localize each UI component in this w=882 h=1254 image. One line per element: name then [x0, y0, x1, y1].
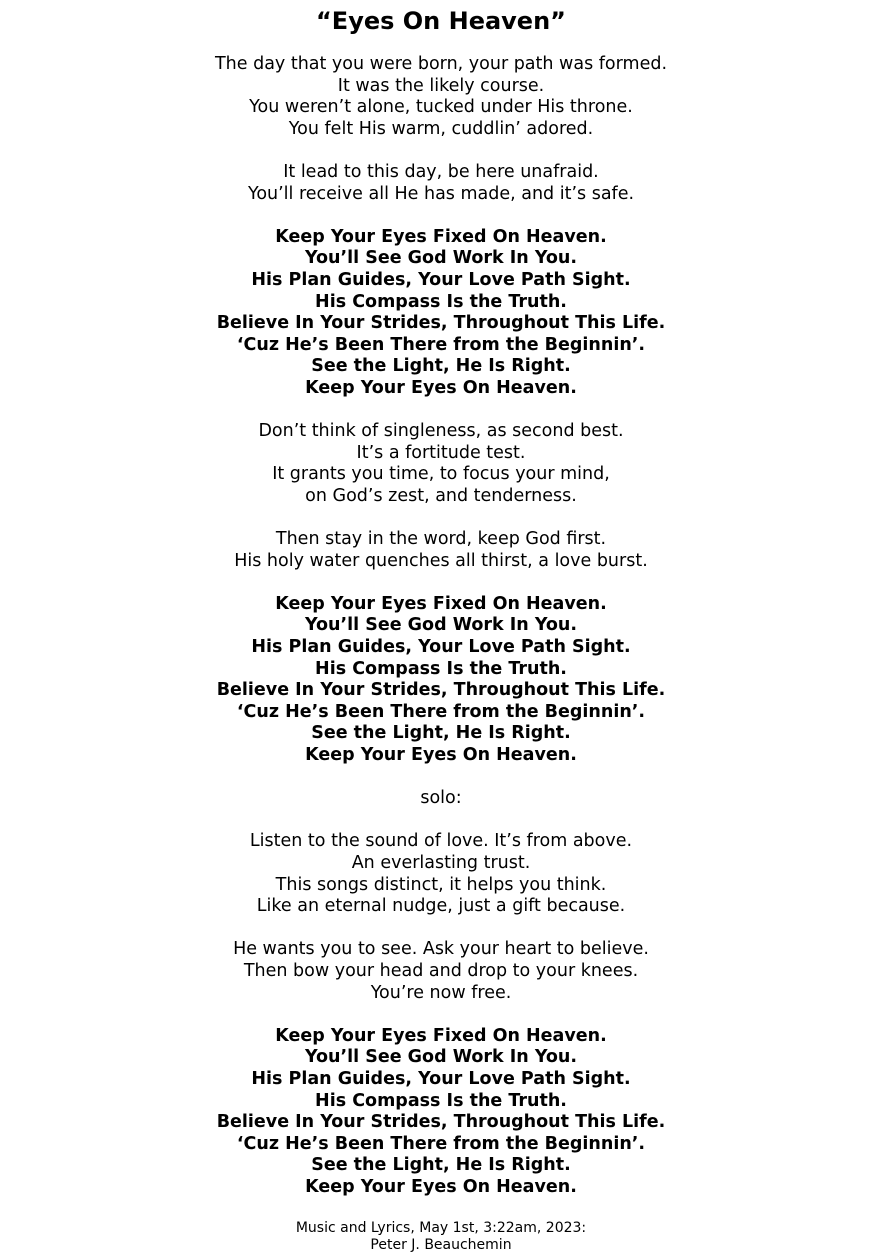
chorus-line: You’ll See God Work In You. [304, 1047, 578, 1068]
chorus-line: His Compass Is the Truth. [315, 658, 567, 679]
lyric-line: This songs distinct, it helps you think. [275, 874, 607, 895]
lyric-line: Listen to the sound of love. It’s from above. [249, 831, 633, 852]
chorus-3 [0, 1026, 882, 1199]
chorus-line: You’ll See God Work In You. [304, 248, 578, 269]
chorus-1 [0, 227, 882, 400]
song-credits [0, 1220, 882, 1254]
lyric-line: Don’t think of singleness, as second best. [258, 421, 624, 442]
solo-label: solo: [420, 788, 462, 809]
chorus-line: See the Light, He Is Right. [311, 723, 571, 744]
lyric-line: He wants you to see. Ask your heart to believe. [233, 939, 649, 960]
chorus-line: His Compass Is the Truth. [315, 1090, 567, 1111]
song-title: “Eyes On Heaven” [316, 7, 566, 35]
chorus-line: His Plan Guides, Your Love Path Sight. [251, 637, 631, 658]
lyric-line: on God’s zest, and tenderness. [305, 485, 577, 506]
lyric-line: It grants you time, to focus your mind, [272, 464, 610, 485]
chorus-line: ‘Cuz He’s Been There from the Beginnin’. [236, 1133, 646, 1154]
lyric-line: You felt His warm, cuddlin’ adored. [288, 118, 594, 139]
chorus-line: Believe In Your Strides, Throughout This Life. [216, 1112, 666, 1133]
verse-3 [0, 421, 882, 507]
chorus-line: Keep Your Eyes On Heaven. [305, 377, 577, 398]
verse-1 [0, 54, 882, 140]
chorus-line: His Compass Is the Truth. [315, 291, 567, 312]
verse-5 [0, 831, 882, 917]
credits-date: Music and Lyrics, May 1st, 3:22am, 2023: [295, 1220, 587, 1236]
chorus-line: His Plan Guides, Your Love Path Sight. [251, 1068, 631, 1089]
chorus-line: Keep Your Eyes On Heaven. [305, 1176, 577, 1197]
lyric-line: Like an eternal nudge, just a gift because. [256, 896, 626, 917]
lyric-line: Then bow your head and drop to your knees. [243, 960, 639, 981]
chorus-line: His Plan Guides, Your Love Path Sight. [251, 269, 631, 290]
lyric-line: His holy water quenches all thirst, a love burst. [234, 550, 648, 571]
lyric-line: You’ll receive all He has made, and it’s safe. [247, 183, 635, 204]
lyric-line: You weren’t alone, tucked under His throne. [249, 97, 633, 118]
lyric-line: You’re now free. [370, 982, 512, 1003]
lyric-line: It was the likely course. [337, 75, 545, 96]
verse-4 [0, 529, 882, 572]
lyric-line: It’s a fortitude test. [356, 442, 526, 463]
chorus-line: Believe In Your Strides, Throughout This Life. [216, 680, 666, 701]
chorus-line: Believe In Your Strides, Throughout This Life. [216, 313, 666, 334]
chorus-line: ‘Cuz He’s Been There from the Beginnin’. [236, 334, 646, 355]
verse-2 [0, 162, 882, 205]
verse-6 [0, 939, 882, 1004]
chorus-line: Keep Your Eyes On Heaven. [305, 745, 577, 765]
solo-marker [0, 788, 882, 810]
chorus-line: Keep Your Eyes Fixed On Heaven. [275, 226, 607, 247]
lyric-line: An everlasting trust. [351, 852, 531, 873]
credits-author: Peter J. Beauchemin [370, 1237, 512, 1253]
chorus-line: Keep Your Eyes Fixed On Heaven. [275, 593, 607, 614]
chorus-line: Keep Your Eyes Fixed On Heaven. [275, 1025, 607, 1046]
chorus-2 [0, 594, 882, 767]
lyric-line: The day that you were born, your path was formed. [214, 54, 668, 74]
lyric-line: Then stay in the word, keep God first. [275, 529, 607, 550]
lyrics-body [0, 54, 882, 1220]
chorus-line: ‘Cuz He’s Been There from the Beginnin’. [236, 701, 646, 722]
chorus-line: See the Light, He Is Right. [311, 1155, 571, 1176]
lyric-line: It lead to this day, be here unafraid. [283, 161, 599, 182]
chorus-line: See the Light, He Is Right. [311, 356, 571, 377]
chorus-line: You’ll See God Work In You. [304, 615, 578, 636]
